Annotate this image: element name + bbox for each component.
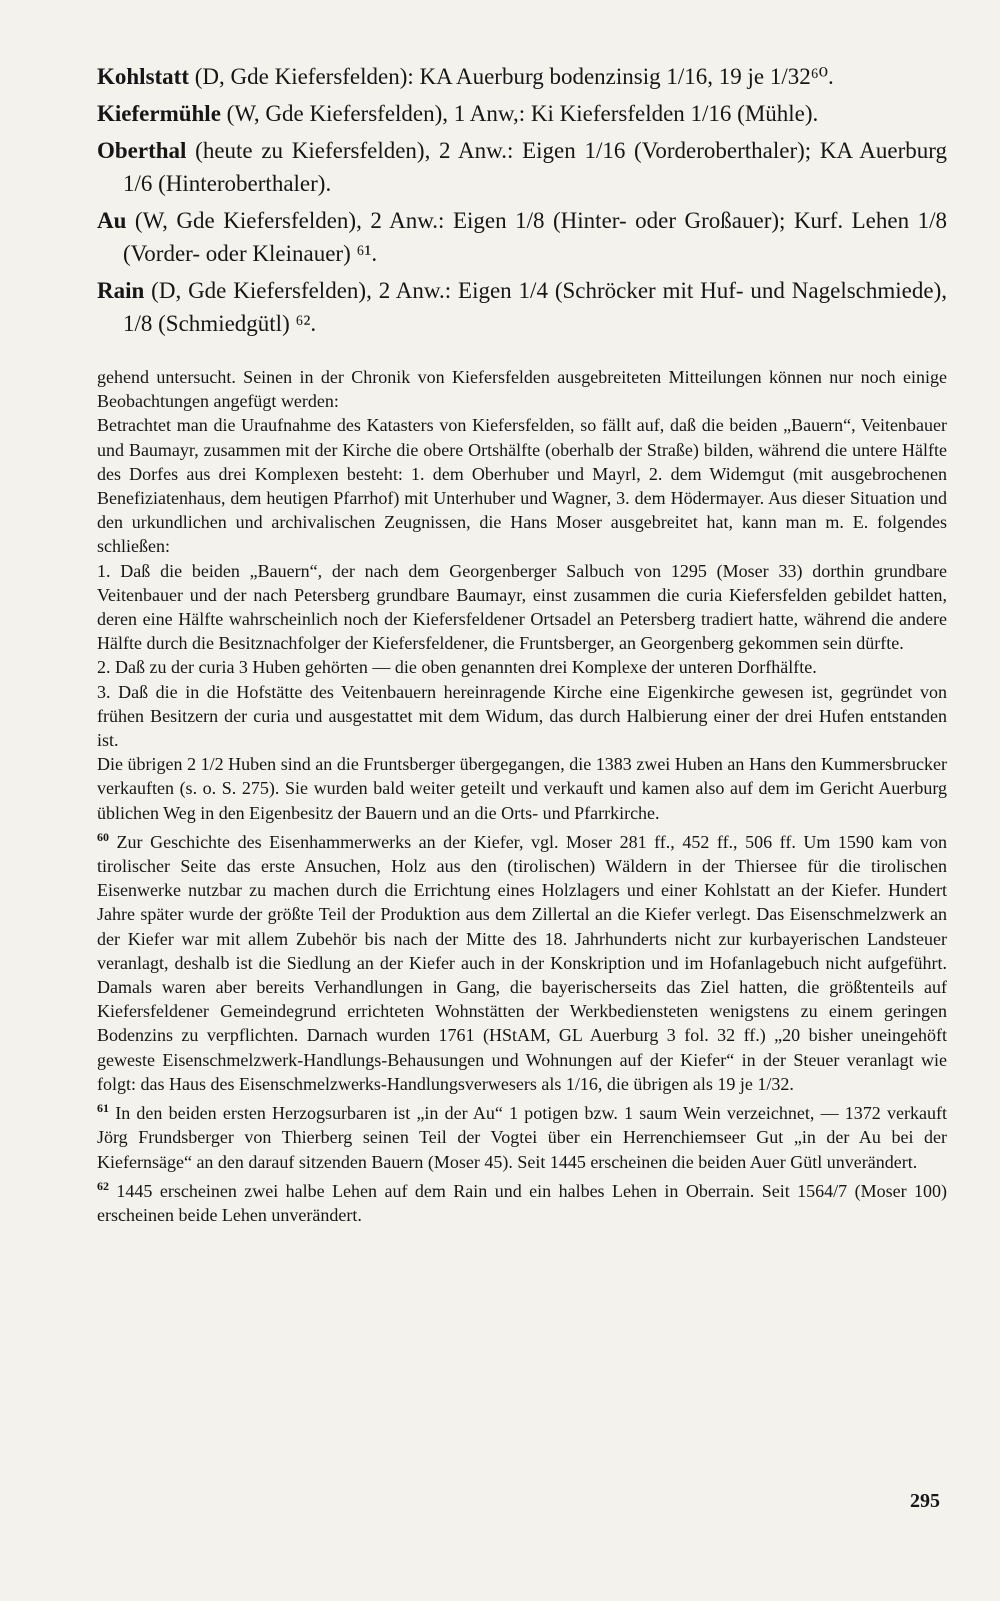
paragraph: 2. Daß zu der curia 3 Huben gehörten — die oben genannten drei Komplexe der unteren Dorfhälfte. xyxy=(97,657,817,678)
footnote-number: 62 xyxy=(97,1178,109,1193)
footnote-61 xyxy=(97,1096,947,1174)
paragraph: Die übrigen 2 1/2 Huben sind an die Fruntsberger übergegangen, die 1383 zwei Huben an Hans den Kummersbrucker verkauften (s. o. S. 275). Sie wurden bald weiter geteilt und verkauft und kamen also auf dem im Gericht Auerburg üblichen Weg in den Eigenbesitz der Bauern und an die Orts- und Pfarrkirche. xyxy=(97,754,947,823)
body-text xyxy=(97,365,947,1227)
footnote-60 xyxy=(97,825,947,1096)
footnote-number: 60 xyxy=(97,829,109,844)
entry-text: (D, Gde Kiefersfelden), 2 Anw.: Eigen 1/4 (Schröcker mit Huf- und Nagelschmiede), 1/8 (Schmiedgütl) ⁶². xyxy=(123,278,947,336)
place-name: Oberthal xyxy=(97,138,187,163)
entry-kiefermuehle xyxy=(97,97,947,130)
entry-text: (D, Gde Kiefersfelden): KA Auerburg bodenzinsig 1/16, 19 je 1/32⁶⁰. xyxy=(189,64,834,89)
footnote-text: 1445 erscheinen zwei halbe Lehen auf dem Rain und ein halbes Lehen in Oberrain. Seit 1564/7 (Moser 100) erscheinen beide Lehen unverändert. xyxy=(97,1180,947,1225)
entry-text: (W, Gde Kiefersfelden), 2 Anw.: Eigen 1/8 (Hinter- oder Großauer); Kurf. Lehen 1/8 (Vorder- oder Kleinauer) ⁶¹. xyxy=(123,208,947,266)
entry-kohlstatt xyxy=(97,60,947,93)
footnote-text: In den beiden ersten Herzogsurbaren ist „in der Au“ 1 potigen bzw. 1 saum Wein verzeichnet, — 1372 verkauft Jörg Frundsberger von Thierberg seinen Teil der Vogtei über ein Herrenchiemseer Gut „in der Au bei der Kiefernsäge“ an den darauf sitzenden Bauern (Moser 45). Seit 1445 erscheinen die beiden Auer Gütl unverändert. xyxy=(97,1103,947,1172)
footnote-text: Zur Geschichte des Eisenhammerwerks an der Kiefer, vgl. Moser 281 ff., 452 ff., 506 ff. Um 1590 kam von tirolischer Seite das erste Ansuchen, Holz aus den (tirolischen) Wäldern in der Thiersee für die tirolischen Eisenwerke nutzbar zu machen durch die Errichtung eines Holzlagers und einer Kohlstatt an der Kiefer. Hundert Jahre später wurde der größte Teil der Produktion aus dem Zillertal an die Kiefer verlegt. Das Eisenschmelzwerk an der Kiefer war mit allem Zubehör bis nach der Mitte des 18. Jahrhunderts nicht zur kurbayerischen Landsteuer veranlagt, deshalb ist die Siedlung an der Kiefer auch in der Konskription und im Hofanlagebuch nicht aufgeführt. Damals waren aber bereits Verhandlungen in Gang, die bayerischerseits das Ziel hatten, die größtenteils auf Kiefersfeldener Gemeindegrund errichteten Wohnstätten der Werkbediensteten wenigstens zu einem geringen Bodenzins zu verpflichten. Darnach wurden 1761 (HStAM, GL Auerburg 3 fol. 32 ff.) „20 bisher uneingehöft geweste Eisenschmelzwerk-Handlungs-Behausungen und Wohnungen auf der Kiefer“ in der Steuer veranlagt wie folgt: das Haus des Eisenschmelzwerks-Handlungsverwesers als 1/16, die übrigen als 19 je 1/32. xyxy=(97,831,947,1094)
entry-au xyxy=(97,204,947,270)
paragraph: Betrachtet man die Uraufnahme des Katasters von Kiefersfelden, so fällt auf, daß die beiden „Bauern“, Veitenbauer und Baumayr, zusammen mit der Kirche die obere Ortshälfte (oberhalb der Straße) bilden, während die untere Hälfte des Dorfes aus drei Komplexen besteht: 1. dem Oberhuber und Mayrl, 2. dem Widemgut (mit ausgebrochenen Benefiziatenhaus, dem heutigen Pfarrhof) mit Unterhuber und Wagner, 3. dem Hödermayer. Aus dieser Situation und den urkundlichen und archivalischen Zeugnissen, die Hans Moser ausgebreitet hat, kann man m. E. folgendes schließen: xyxy=(97,415,947,557)
footnote-number: 61 xyxy=(97,1101,109,1116)
place-name: Kiefermühle xyxy=(97,101,221,126)
footnote-62 xyxy=(97,1174,947,1227)
place-name: Kohlstatt xyxy=(97,64,189,89)
place-name: Au xyxy=(97,208,127,233)
entry-oberthal xyxy=(97,134,947,200)
paragraph: 3. Daß die in die Hofstätte des Veitenbauern hereinragende Kirche eine Eigenkirche gewesen ist, gegründet von frühen Besitzern der curia und ausgestattet mit dem Widum, das durch Halbierung einer der drei Hufen entstanden ist. xyxy=(97,681,947,751)
paragraph: gehend untersucht. Seinen in der Chronik von Kiefersfelden ausgebreiteten Mitteilungen können nur noch einige Beobachtungen angefügt werden: xyxy=(97,367,947,412)
entry-text: (W, Gde Kiefersfelden), 1 Anw,: Ki Kiefersfelden 1/16 (Mühle). xyxy=(220,101,819,126)
place-entries xyxy=(97,60,947,344)
paragraph: 1. Daß die beiden „Bauern“, der nach dem Georgenberger Salbuch von 1295 (Moser 33) dorthin grundbare Veitenbauer und der nach Petersberg grundbare Baumayr, einst zusammen die curia Kiefersfelden gebildet hatten, deren eine Hälfte wahrscheinlich noch der Kiefersfeldener Ortsadel an Petersberg tradiert hatte, während die andere Hälfte durch die Besitznachfolger der Kiefersfeldener, die Fruntsberger, an Georgenberg gekommen sein dürfte. xyxy=(97,560,947,654)
entry-rain xyxy=(97,274,947,340)
place-name: Rain xyxy=(97,278,145,303)
page-number: 295 xyxy=(910,1490,940,1512)
entry-text: (heute zu Kiefersfelden), 2 Anw.: Eigen 1/16 (Vorderoberthaler); KA Auerburg 1/6 (Hinteroberthaler). xyxy=(123,138,947,196)
